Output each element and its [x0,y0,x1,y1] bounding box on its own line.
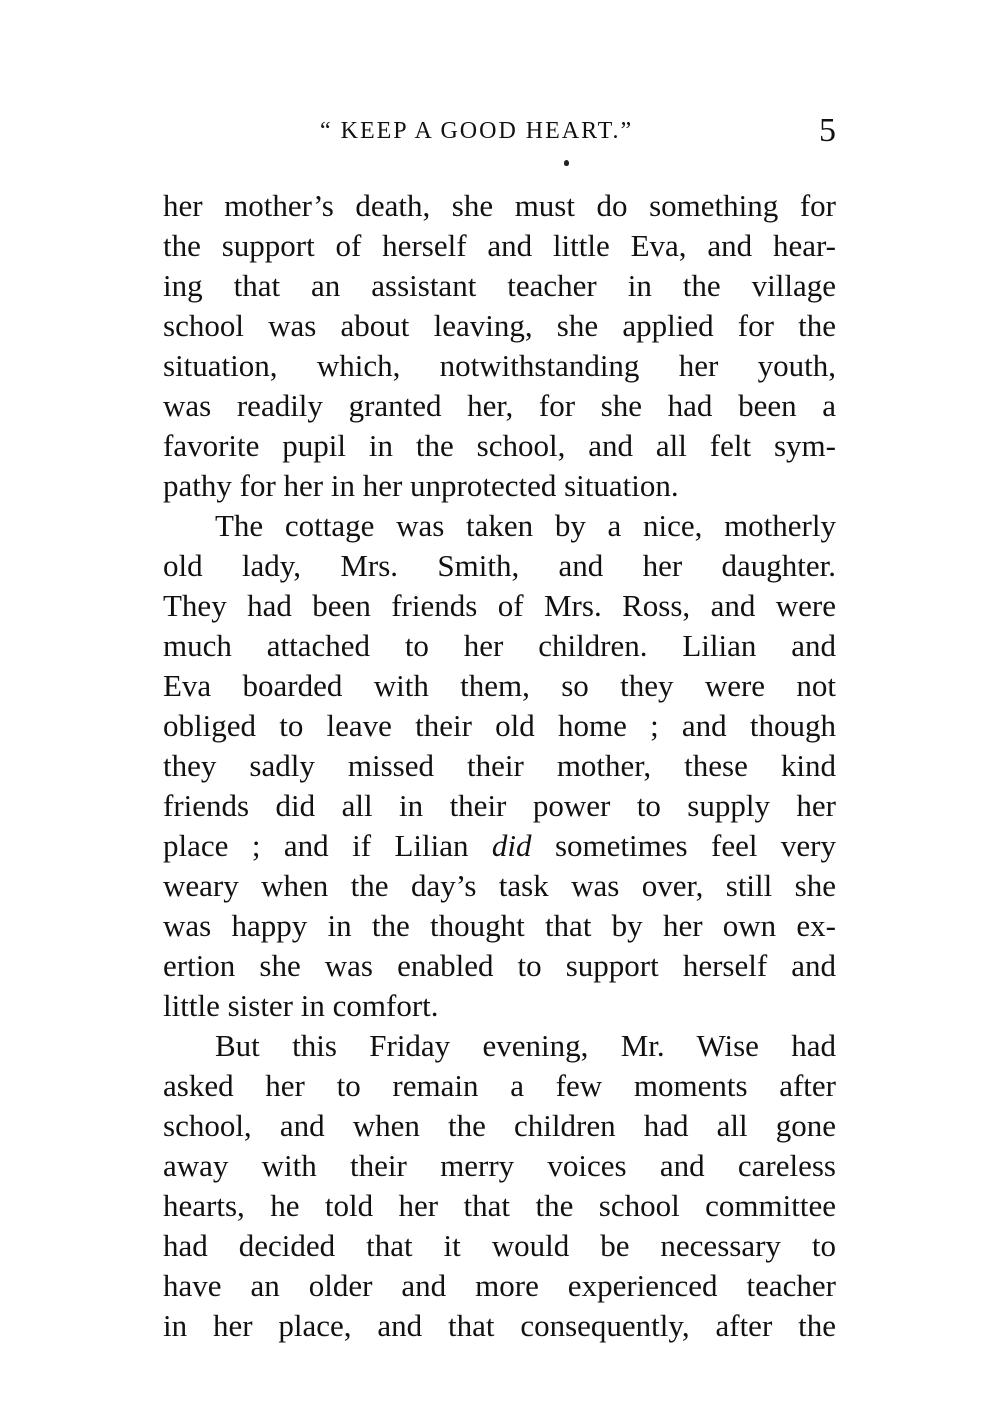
text-line: But this Friday evening, Mr. Wise had [215,1028,836,1063]
text-line: hearts, he told her that the school committee [163,1188,836,1223]
paragraph [163,186,836,506]
text-line: was happy in the thought that by her own ex- [163,908,836,943]
text-line: little sister in comfort. [163,988,439,1023]
text-line: school, and when the children had all gone [163,1108,836,1143]
text-line: ertion she was enabled to support herself and [163,948,836,983]
page-number: 5 [819,112,836,149]
text-line-with-emphasis [163,826,836,866]
print-speck [564,160,569,166]
body-text [163,186,836,1346]
text-line: school was about leaving, she applied for the [163,308,836,343]
text-line: old lady, Mrs. Smith, and her daughter. [163,548,836,583]
paragraph [163,506,836,1026]
text-line: was readily granted her, for she had been a [163,388,836,423]
text-line: favorite pupil in the school, and all felt sym- [163,428,836,463]
text-line: in her place, and that consequently, after the [163,1308,836,1343]
emphasized-word: did [491,828,532,863]
text-line: The cottage was taken by a nice, motherly [215,508,836,543]
text-line: her mother’s death, she must do something for [163,188,836,223]
text-line: asked her to remain a few moments after [163,1068,836,1103]
text-line: ing that an assistant teacher in the village [163,268,836,303]
text-line: have an older and more experienced teacher [163,1268,836,1303]
text-line: weary when the day’s task was over, still she [163,868,836,903]
text-line: had decided that it would be necessary to [163,1228,836,1263]
running-head [160,112,836,152]
text-line: They had been friends of Mrs. Ross, and were [163,588,836,623]
running-title: “ KEEP A GOOD HEART.” [320,118,634,144]
text-line: pathy for her in her unprotected situation. [163,468,679,503]
text-line: the support of herself and little Eva, and hear- [163,228,836,263]
text-line: friends did all in their power to supply her [163,788,836,823]
paragraph [163,1026,836,1346]
text-line: much attached to her children. Lilian and [163,628,836,663]
text-line: obliged to leave their old home ; and though [163,708,836,743]
text-line: situation, which, notwithstanding her youth, [163,348,836,383]
text-line: away with their merry voices and careless [163,1148,836,1183]
text-segment: sometimes feel very [531,828,836,863]
text-line: Eva boarded with them, so they were not [163,668,836,703]
text-segment: place ; and if Lilian [163,828,492,863]
text-line: they sadly missed their mother, these kind [163,748,836,783]
